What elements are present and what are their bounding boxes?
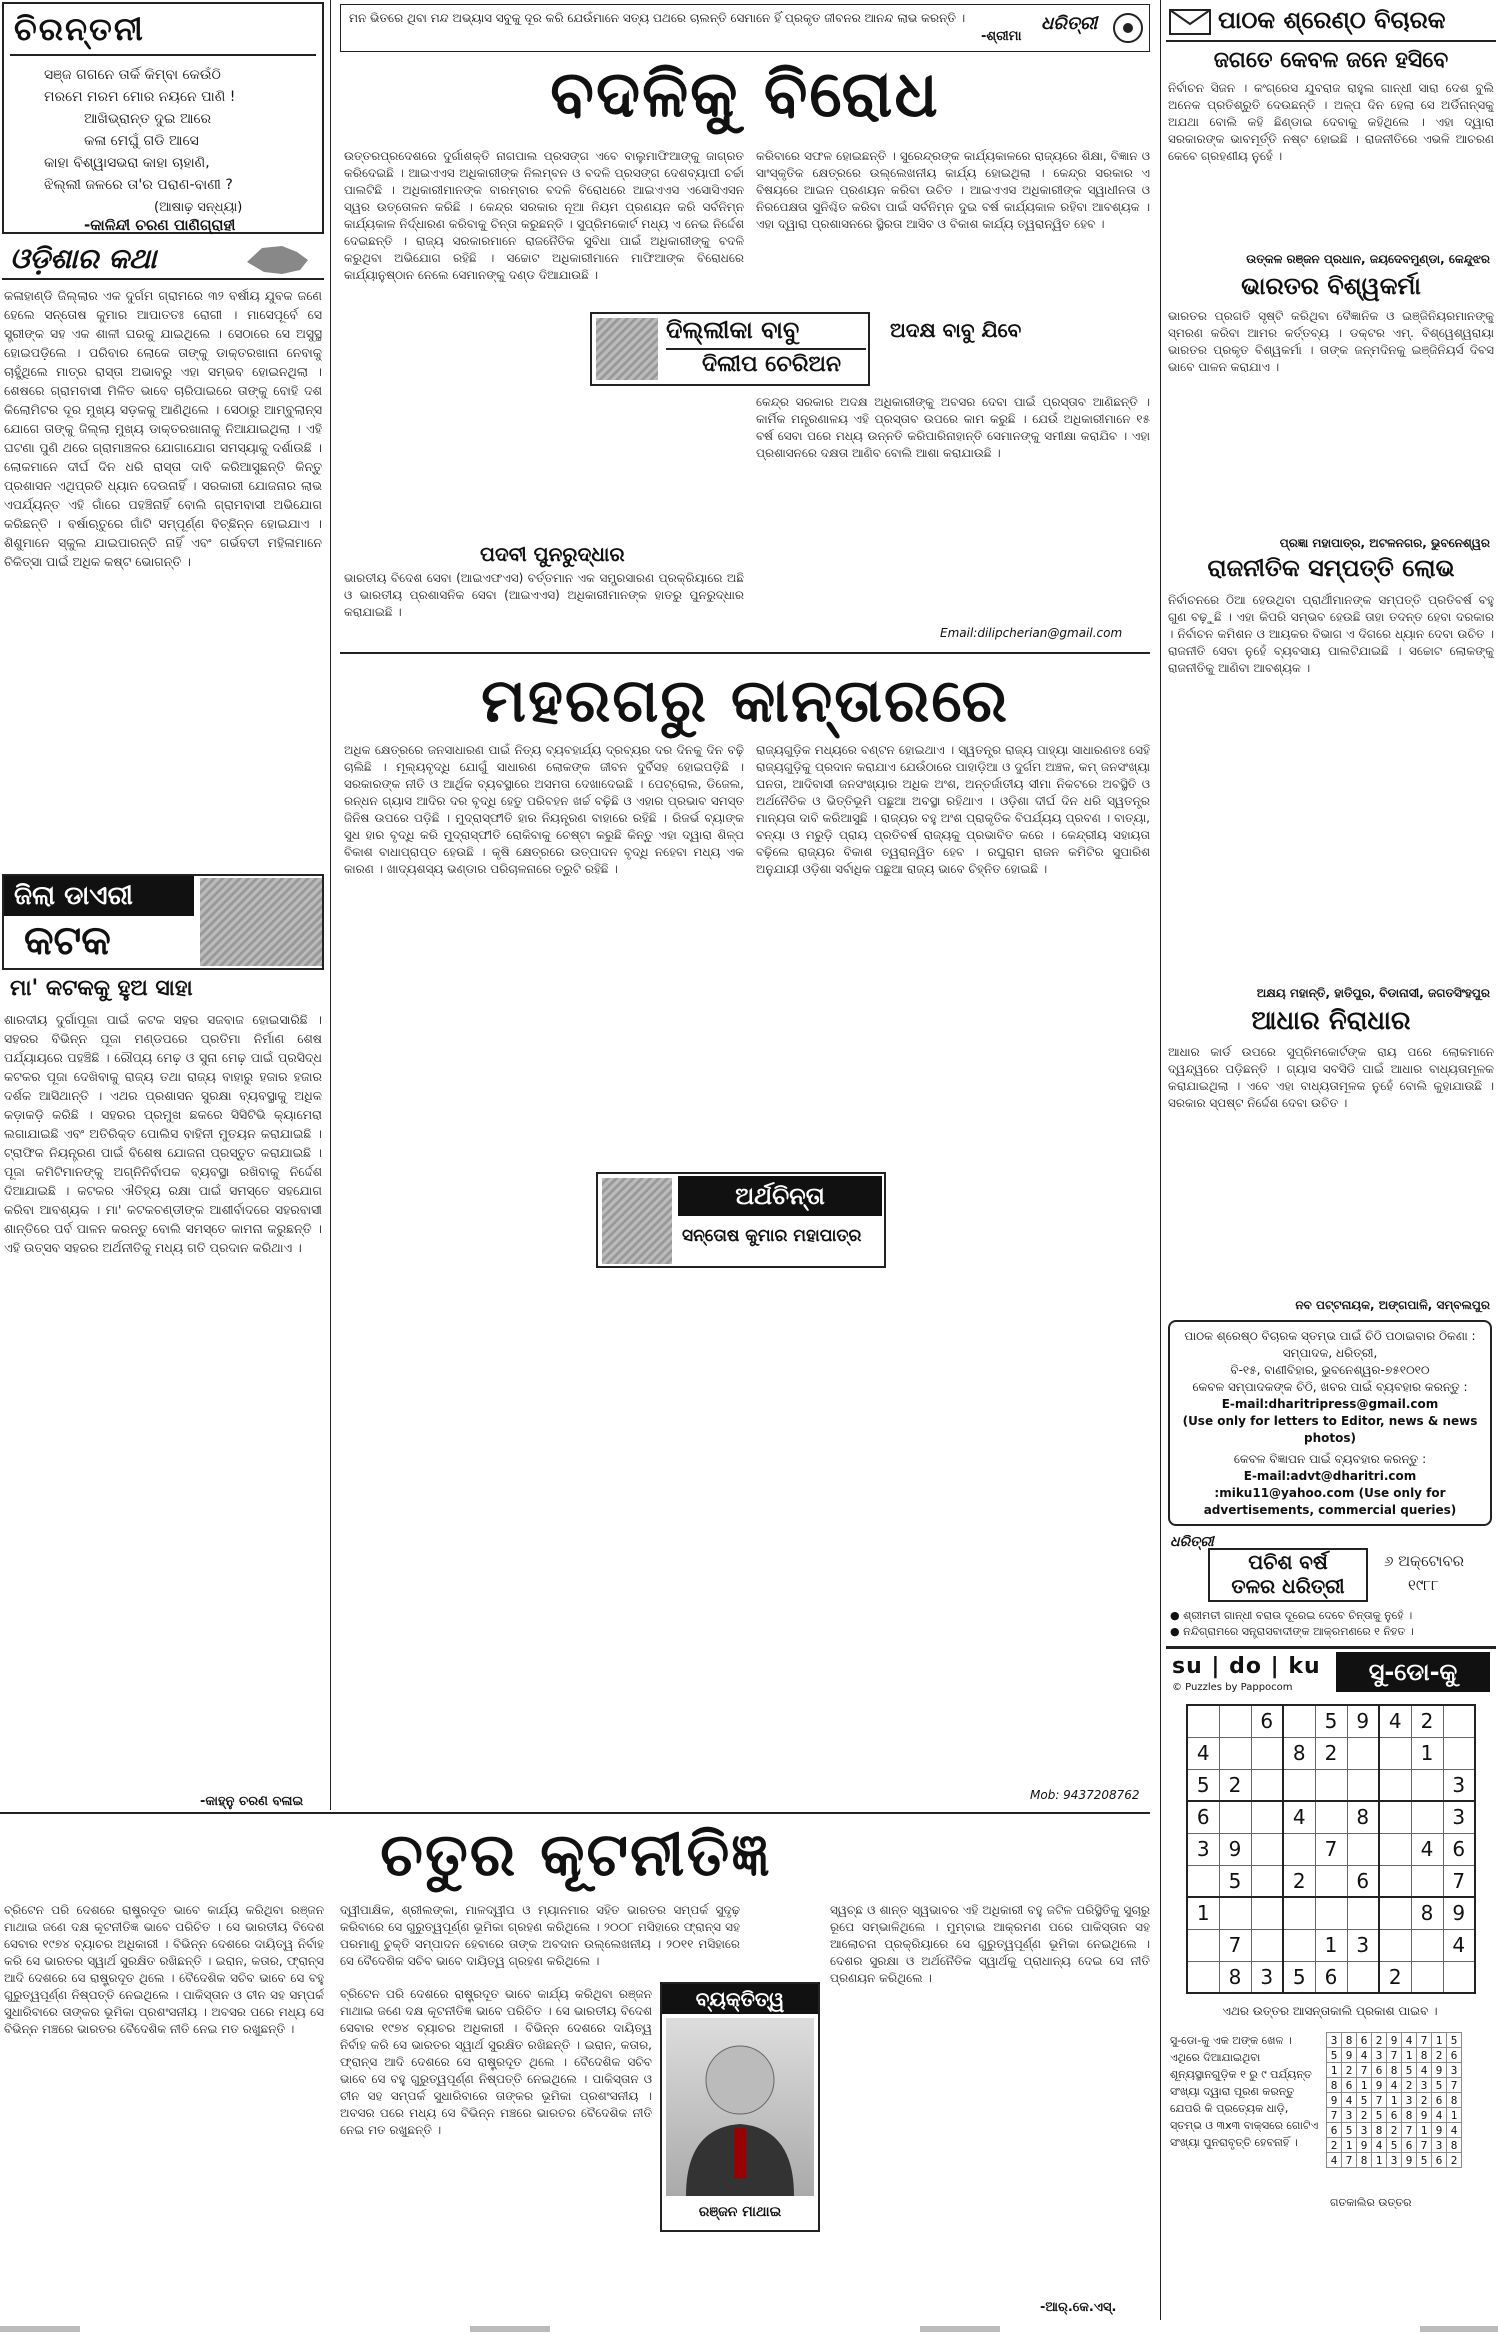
contact-advt-email-2[interactable]: :miku11@yahoo.com (Use only for advertisements, commercial queries) <box>1203 1486 1457 1517</box>
contact-advt-email[interactable]: E-mail:advt@dharitri.com <box>1243 1469 1417 1483</box>
sudoku-cell[interactable] <box>1379 1833 1411 1865</box>
badali-col1-text: ଉତ୍ତରପ୍ରଦେଶରେ ଦୁର୍ଗାଶକ୍ତି ନାଗପାଲ ପ୍ରସଙ୍ଗ ଏବେ ବାଲୁମାଫିଆଙ୍କୁ ଜାଗ୍ରତ କରିଦେଇଛି । ଆଇଏଏସ ଅଧିକାରୀଙ୍କ ନିଲମ୍ବନ ଓ ବଦଳି ପ୍ରସଙ୍ଗ ଦେଶବ୍ୟାପୀ ଚର୍ଚ୍ଚା ପାଲଟିଛି । ଅଧିକାରୀମାନଙ୍କ ବାରମ୍ବାର ବଦଳି ବିରୋଧରେ ଆଇଏଏସ ଏସୋସିଏସନ ସ୍ୱର ଉତ୍ତୋଳନ କରିଛି । କେନ୍ଦ୍ର ସରକାର ନୂଆ ନିୟମ ପ୍ରଣୟନ କରି ସର୍ବନିମ୍ନ କାର୍ଯ୍ୟକାଳ ନିର୍ଦ୍ଧାରଣ କରିବାକୁ ଚିନ୍ତା କରୁଛନ୍ତି । ସୁପ୍ରିମକୋର୍ଟ ମଧ୍ୟ ଏ ନେଇ ନିର୍ଦ୍ଦେଶ ଦେଇଛନ୍ତି । ରାଜ୍ୟ ସରକାରମାନେ ରାଜନୈତିକ ସୁବିଧା ପାଇଁ ଅଧିକାରୀଙ୍କୁ ବଦଳି କରୁଥିବା ଅଭିଯୋଗ ରହିଛି । ସଚ୍ଚୋଟ ଅଧିକାରୀମାନେ ମାଫିଆଙ୍କ ବିରୋଧରେ କାର୍ଯ୍ୟାନୁଷ୍ଠାନ ନେଲେ ସେମାନଙ୍କୁ ଦଣ୍ଡ ଦିଆଯାଉଛି । <box>344 149 744 282</box>
sudoku-cell: 4 <box>1379 1705 1411 1737</box>
letter4-head: ଆଧାର ନିରାଧାର <box>1251 1006 1411 1036</box>
solution-cell: 2 <box>1447 2153 1462 2168</box>
right-divider <box>1160 0 1161 2320</box>
solution-cell: 8 <box>1372 2123 1387 2138</box>
sudoku-row <box>1187 1737 1475 1769</box>
sudoku-cell: 9 <box>1219 1833 1251 1865</box>
arth-mob: Mob: 9437208762 <box>1030 1788 1140 1802</box>
col2b-text: କେନ୍ଦ୍ର ସରକାର ଅଦକ୍ଷ ଅଧିକାରୀଙ୍କୁ ଅବସର ଦେବା ପାଇଁ ପ୍ରସ୍ତାବ ଆଣିଛନ୍ତି । କାର୍ମିକ ମନ୍ତ୍ରଣାଳୟ ଏହି ପ୍ରସ୍ତାବ ଉପରେ କାମ କରୁଛି । ଯେଉଁ ଅଧିକାରୀମାନେ ୧୫ ବର୍ଷ ସେବା ପରେ ମଧ୍ୟ ଉନ୍ନତି କରିପାରିନାହାନ୍ତି ସେମାନଙ୍କୁ ସମୀକ୍ଷା କରାଯିବ । ଏହା ପ୍ରଶାସନରେ ଦକ୍ଷତା ଆଣିବ ବୋଲି ଆଶା କରାଯାଉଛି । <box>756 395 1150 460</box>
solution-cell: 3 <box>1357 2123 1372 2138</box>
sudoku-cell: 5 <box>1315 1705 1347 1737</box>
contact-line: ପାଠକ ଶ୍ରେଷ୍ଠ ବିଚାରକ ସ୍ତମ୍ଭ ପାଇଁ ଚିଠି ପଠାଇବାର ଠିକଣା : <box>1184 1329 1476 1343</box>
dip-col3-text: ସ୍ୱଚ୍ଛ ଓ ଶାନ୍ତ ସ୍ୱଭାବର ଏହି ଅଧିକାରୀ ବହୁ ଜଟିଳ ପରିସ୍ଥିତିକୁ ସୁଚାରୁ ରୂପେ ସମ୍ଭାଳିଥିଲେ । ମୁମ୍ବାଇ ଆକ୍ରମଣ ପରେ ପାକିସ୍ତାନ ସହ ଆଲୋଚନା ପ୍ରକ୍ରିୟାରେ ସେ ଗୁରୁତ୍ୱପୂର୍ଣ୍ଣ ଭୂମିକା ନେଇଥିଲେ । ଦେଶର ସୁରକ୍ଷା ଓ ଅର୍ଥନୈତିକ ସ୍ୱାର୍ଥକୁ ପ୍ରାଧାନ୍ୟ ଦେଇ ସେ ନୀତି ପ୍ରଣୟନ କରିଥିଲେ । <box>830 1903 1150 1985</box>
emblem-icon <box>1111 11 1145 45</box>
solution-cell: 4 <box>1342 2093 1357 2108</box>
sudoku-cell: 3 <box>1187 1833 1219 1865</box>
sudoku-logo: su | do | ku <box>1172 1654 1321 1679</box>
solution-cell: 2 <box>1417 2093 1432 2108</box>
solution-cell: 7 <box>1342 2153 1357 2168</box>
solution-cell: 6 <box>1432 2093 1447 2108</box>
solution-cell: 7 <box>1417 2033 1432 2048</box>
arthachinta-box <box>596 1172 886 1268</box>
contact-email[interactable]: E-mail:dharitripress@gmail.com <box>1221 1397 1439 1411</box>
solution-cell: 2 <box>1342 2063 1357 2078</box>
bottom-bar-left <box>0 2326 80 2332</box>
sudoku-cell[interactable] <box>1315 1769 1347 1801</box>
solution-cell: 2 <box>1357 2108 1372 2123</box>
sudoku-answer-note: ଏଥର ଉତ୍ତର ଆସନ୍ତାକାଲି ପ୍ରକାଶ ପାଇବ । <box>1222 2004 1438 2018</box>
solution-cell: 1 <box>1417 2123 1432 2138</box>
solution-cell: 6 <box>1447 2048 1462 2063</box>
solution-cell: 4 <box>1447 2123 1462 2138</box>
anniv-date-1: ୬ ଅକ୍ଟୋବର <box>1384 1552 1465 1570</box>
poem-lines <box>44 64 314 196</box>
solution-cell: 9 <box>1432 2123 1447 2138</box>
dip-author: -ଆର୍.କେ.ଏସ୍. <box>1040 2300 1117 2315</box>
sudoku-cell[interactable] <box>1251 1769 1283 1801</box>
sudoku-cell[interactable] <box>1219 1737 1251 1769</box>
vyaktitwa-box <box>660 1982 820 2232</box>
letter2-head: ଭାରତର ବିଶ୍ୱକର୍ମା <box>1241 272 1421 300</box>
sudoku-cell[interactable] <box>1379 1801 1411 1833</box>
poem-title: ଚିରନ୍ତନୀ <box>14 10 145 48</box>
solution-cell: 6 <box>1327 2123 1342 2138</box>
solution-cell: 2 <box>1327 2138 1342 2153</box>
sudoku-row <box>1187 1865 1475 1897</box>
solution-cell: 9 <box>1327 2093 1342 2108</box>
columnist-name: ଦିଲୀପ ଚେରିଅନ <box>702 352 842 377</box>
sudoku-cell[interactable] <box>1379 1929 1411 1961</box>
solution-row <box>1327 2138 1462 2153</box>
sudoku-cell[interactable] <box>1283 1705 1315 1737</box>
sudoku-row <box>1187 1961 1475 1993</box>
solution-cell: 1 <box>1432 2033 1447 2048</box>
solution-cell: 1 <box>1387 2093 1402 2108</box>
solution-row <box>1327 2123 1462 2138</box>
sudoku-row <box>1187 1705 1475 1737</box>
solution-cell: 3 <box>1372 2048 1387 2063</box>
kila-city: କଟକ <box>24 918 111 964</box>
solution-cell: 3 <box>1447 2063 1462 2078</box>
column-name: ଦିଲ୍ଲୀକା ବାବୁ <box>666 316 866 350</box>
solution-cell: 5 <box>1432 2078 1447 2093</box>
sudoku-cell[interactable] <box>1251 1865 1283 1897</box>
solution-cell: 9 <box>1357 2138 1372 2153</box>
contact-line: ସମ୍ପାଦକ, ଧରିତ୍ରୀ, <box>1282 1346 1378 1360</box>
solution-cell: 8 <box>1327 2078 1342 2093</box>
sudoku-cell[interactable] <box>1283 1833 1315 1865</box>
arth-col2-text: ରାଜ୍ୟଗୁଡ଼ିକ ମଧ୍ୟରେ ବଣ୍ଟନ ହୋଇଥାଏ । ସ୍ୱତନ୍ତ୍ର ରାଜ୍ୟ ପାହ୍ୟା ସାଧାରଣତଃ ସେହି ରାଜ୍ୟଗୁଡ଼ିକୁ ପ୍ରଦାନ କରାଯାଏ ଯେଉଁଠାରେ ପାହାଡ଼ିଆ ଓ ଦୁର୍ଗମ ଅଞ୍ଚଳ, କମ୍ ଜନସଂଖ୍ୟା ଘନତା, ଆଦିବାସୀ ଜନସଂଖ୍ୟାର ଅଧିକ ଅଂଶ, ଅନ୍ତର୍ଜାତୀୟ ସୀମା ନିକଟରେ ଅବସ୍ଥିତି ଓ ଅର୍ଥନୈତିକ ଓ ଭିତ୍ତିଭୂମି ପଛୁଆ ଅବସ୍ଥା ରହିଥାଏ । ଓଡ଼ିଶା ଦୀର୍ଘ ଦିନ ଧରି ସ୍ୱତନ୍ତ୍ର ମାନ୍ୟତା ଦାବି କରିଆସୁଛି । ରାଜ୍ୟର ବହୁ ଅଂଶ ପ୍ରାକୃତିକ ବିପର୍ଯ୍ୟୟ ପ୍ରବଣ । ବାତ୍ୟା, ବନ୍ୟା ଓ ମରୁଡ଼ି ପ୍ରାୟ ପ୍ରତିବର୍ଷ ରାଜ୍ୟକୁ ପ୍ରଭାବିତ କରେ । କେନ୍ଦ୍ରୀୟ ସହାୟତା ବଢ଼ିଲେ ରାଜ୍ୟର ବିକାଶ ତ୍ୱରାନ୍ୱିତ ହେବ । ରଘୁରାମ ରାଜନ କମିଟିର ସୁପାରିଶ ଅନୁଯାୟୀ ଓଡ଼ିଶା ସର୍ବାଧିକ ପଛୁଆ ରାଜ୍ୟ ଭାବେ ଚିହ୍ନିତ ହୋଇଛି । <box>756 743 1150 876</box>
kila-headline: ମା' କଟକକୁ ହୁଅ ସାହା <box>10 976 193 1001</box>
sudoku-cell: 3 <box>1251 1961 1283 1993</box>
letter3-head: ରାଜନୀତିକ ସମ୍ପତ୍ତି ଲୋଭ <box>1207 554 1455 582</box>
solution-cell: 7 <box>1357 2063 1372 2078</box>
solution-cell: 4 <box>1357 2048 1372 2063</box>
solution-cell: 7 <box>1372 2093 1387 2108</box>
sudoku-cell[interactable] <box>1315 1897 1347 1929</box>
letter1-head: ଜଗତେ କେବଳ ଜନେ ହସିବେ <box>1213 48 1449 73</box>
solution-cell: 3 <box>1342 2108 1357 2123</box>
solution-cell: 9 <box>1372 2078 1387 2093</box>
anniv-item-text: ଶ୍ରୀମତୀ ଗାନ୍ଧୀ ବରାଉ ଦୂରେଇ ଦେବେ ଚିନ୍ତାକୁ ନୁହେଁ । <box>1183 1609 1413 1622</box>
solution-cell: 2 <box>1432 2048 1447 2063</box>
sudoku-title: ସୁ-ଡୋ-କୁ <box>1336 1652 1490 1692</box>
solution-cell: 1 <box>1327 2063 1342 2078</box>
sudoku-cell[interactable] <box>1251 1737 1283 1769</box>
sudoku-cell[interactable] <box>1379 1769 1411 1801</box>
solution-cell: 7 <box>1387 2048 1402 2063</box>
sudoku-cell[interactable] <box>1283 1897 1315 1929</box>
sudoku-cell[interactable] <box>1219 1801 1251 1833</box>
poem-box <box>2 2 324 234</box>
solution-cell: 1 <box>1447 2108 1462 2123</box>
solution-cell: 5 <box>1387 2138 1402 2153</box>
sudoku-cell: 8 <box>1411 1897 1443 1929</box>
sudoku-row <box>1187 1769 1475 1801</box>
anniv-items <box>1170 1608 1494 1640</box>
anniv-item-text: ନନ୍ଦିଗ୍ରାମରେ ସନ୍ତ୍ରାସବାଦୀଙ୍କ ଆକ୍ରମଣରେ ୧ ନିହତ । <box>1183 1625 1414 1638</box>
solution-cell: 3 <box>1432 2138 1447 2153</box>
anniversary-box <box>1168 1534 1492 1604</box>
poem-line: କଳା ମେଘୁଁ ଗଡି ଆସେ <box>84 133 199 149</box>
solution-cell: 3 <box>1327 2033 1342 2048</box>
solution-cell: 8 <box>1342 2033 1357 2048</box>
solution-cell: 2 <box>1372 2033 1387 2048</box>
letter1-text: ନିର୍ବାଚନ ସିଜନ । କଂଗ୍ରେସ ଯୁବରାଜ ରାହୁଲ ଗାନ୍ଧୀ ସାରା ଦେଶ ବୁଲି ଅନେକ ପ୍ରତିଶ୍ରୁତି ଦେଉଛନ୍ତି । ଅଳ୍ପ ଦିନ ହେଲା ସେ ଅର୍ଡିନାନ୍ସକୁ ଅଯଥା ବୋଲି କହି ଛିଣ୍ଡାଇ ଦେବାକୁ କହିଥିଲେ । ଏହା ଦ୍ୱାରା ସରକାରଙ୍କ ଭାବମୂର୍ତ୍ତି ନଷ୍ଟ ହୋଇଛି । ରାଜନୀତିରେ ଏଭଳି ଆଚରଣ କେବେ ଗ୍ରହଣୀୟ ନୁହେଁ । <box>1168 81 1494 163</box>
sudoku-cell: 8 <box>1283 1737 1315 1769</box>
col1b-text: ଭାରତୀୟ ବିଦେଶ ସେବା (ଆଇଏଫଏସ) ବର୍ତ୍ତମାନ ଏକ ସମ୍ପ୍ରସାରଣ ପ୍ରକ୍ରିୟାରେ ଅଛି ଓ ଭାରତୀୟ ପ୍ରଶାସନିକ ସେବା (ଆଇଏଏସ) ଅଧିକାରୀମାନଙ୍କ ହାତରୁ ପୁନରୁଦ୍ଧାର କରାଯାଇଛି । <box>344 571 744 619</box>
kila-text: ଶାରଦୀୟ ଦୁର୍ଗାପୂଜା ପାଇଁ କଟକ ସହର ସଜବାଜ ହୋଇସାରିଛି । ସହରର ବିଭିନ୍ନ ପୂଜା ମଣ୍ଡପରେ ପ୍ରତିମା ନିର୍ମାଣ ଶେଷ ପର୍ଯ୍ୟାୟରେ ପହଞ୍ଚିଛି । ରୌପ୍ୟ ମେଢ଼ ଓ ସୁନା ମେଢ଼ ପାଇଁ ପ୍ରସିଦ୍ଧ କଟକର ପୂଜା ଦେଖିବାକୁ ରାଜ୍ୟ ତଥା ରାଜ୍ୟ ବାହାରୁ ହଜାର ହଜାର ଦର୍ଶକ ଆସିଥାନ୍ତି । ଏଥର ପ୍ରଶାସନ ସୁରକ୍ଷା ବ୍ୟବସ୍ଥାକୁ ଅଧିକ କଡ଼ାକଡ଼ି କରିଛି । ସହରର ପ୍ରମୁଖ ଛକରେ ସିସିଟିଭି କ୍ୟାମେରା ଲଗାଯାଇଛି ଏବଂ ଅତିରିକ୍ତ ପୋଲିସ ବାହିନୀ ମୁତୟନ କରାଯାଇଛି । ଟ୍ରାଫିକ ନିୟନ୍ତ୍ରଣ ପାଇଁ ବିଶେଷ ଯୋଜନା ପ୍ରସ୍ତୁତ କରାଯାଇଛି । ପୂଜା କମିଟିମାନଙ୍କୁ ଅଗ୍ନିନିର୍ବାପକ ବ୍ୟବସ୍ଥା ରଖିବାକୁ ନିର୍ଦ୍ଦେଶ ଦିଆଯାଇଛି । କଟକର ଐତିହ୍ୟ ରକ୍ଷା ପାଇଁ ସମସ୍ତେ ସହଯୋଗ କରିବା ଆବଶ୍ୟକ । ମା' କଟକଚଣ୍ଡୀଙ୍କ ଆଶୀର୍ବାଦରେ ସହରବାସୀ ଶାନ୍ତିରେ ପର୍ବ ପାଳନ କରନ୍ତୁ ବୋଲି ସମସ୍ତେ କାମନା କରୁଛନ୍ତି । ଏହି ଉତ୍ସବ ସହରର ଅର୍ଥନୀତିକୁ ମଧ୍ୟ ଗତି ପ୍ରଦାନ କରିଥାଏ । <box>4 1012 322 1255</box>
solution-cell: 9 <box>1417 2108 1432 2123</box>
solution-cell: 6 <box>1402 2138 1417 2153</box>
contact-line: ବି-୧୫, ବାଣୀବିହାର, ଭୁବନେଶ୍ୱର-୭୫୧୦୧୦ <box>1230 1363 1430 1377</box>
sudoku-cell[interactable] <box>1379 1865 1411 1897</box>
sudoku-row <box>1187 1801 1475 1833</box>
poem-line: କାହା ବିଶ୍ୱାସଭରା କାହା ଚାହାଣି, <box>44 155 210 171</box>
contact-line: କେବଳ ବିଜ୍ଞାପନ ପାଇଁ ବ୍ୟବହାର କରନ୍ତୁ : <box>1233 1452 1427 1466</box>
sudoku-cell: 4 <box>1443 1929 1475 1961</box>
sudoku-cell[interactable] <box>1411 1961 1443 1993</box>
arthachinta-label: ଅର୍ଥଚିନ୍ତା <box>678 1176 882 1216</box>
vyaktitwa-label: ବ୍ୟକ୍ତିତ୍ୱ <box>662 1984 818 2014</box>
sudoku-grid[interactable] <box>1186 1704 1476 1994</box>
dip-col2b-text: ବ୍ରିଟେନ ପରି ଦେଶରେ ରାଷ୍ଟ୍ରଦୂତ ଭାବେ କାର୍ଯ୍ୟ କରିଥିବା ରଞ୍ଜନ ମାଥାଇ ଜଣେ ଦକ୍ଷ କୂଟନୀତିଜ୍ଞ ଭାବେ ପରିଚିତ । ସେ ଭାରତୀୟ ବିଦେଶ ସେବାର ୧୯୭୪ ବ୍ୟାଚର ଅଧିକାରୀ । ବିଭିନ୍ନ ଦେଶରେ ଦାୟିତ୍ୱ ନିର୍ବାହ କରି ସେ ଭାରତର ସ୍ୱାର୍ଥ ସୁରକ୍ଷିତ ରଖିଛନ୍ତି । ଇରାନ, କତାର, ଫ୍ରାନ୍ସ ଆଦି ଦେଶରେ ସେ ରାଷ୍ଟ୍ରଦୂତ ଥିଲେ । ବୈଦେଶିକ ସଚିବ ଭାବେ ସେ ବହୁ ଗୁରୁତ୍ୱପୂର୍ଣ୍ଣ ନିଷ୍ପତ୍ତି ନେଇଥିଲେ । ପାକିସ୍ତାନ ଓ ଚୀନ ସହ ସମ୍ପର୍କ ସୁଧାରିବାରେ ତାଙ୍କର ଭୂମିକା ପ୍ରଶଂସନୀୟ । ଅବସର ପରେ ମଧ୍ୟ ସେ ବିଭିନ୍ନ ମଞ୍ଚରେ ଭାରତର ବୈଦେଶିକ ନୀତି ନେଇ ମତ ରଖୁଛନ୍ତି । <box>340 1987 652 2137</box>
sudoku-cell: 4 <box>1283 1801 1315 1833</box>
kila-diary-box <box>2 874 324 970</box>
sudoku-cell: 6 <box>1187 1801 1219 1833</box>
solution-cell: 9 <box>1432 2063 1447 2078</box>
sudoku-cell: 5 <box>1219 1865 1251 1897</box>
solution-cell: 5 <box>1447 2033 1462 2048</box>
solution-cell: 1 <box>1342 2138 1357 2153</box>
top-quote-box <box>340 4 1150 52</box>
solution-cell: 9 <box>1387 2033 1402 2048</box>
top-quote-text: ମନ ଭିତରେ ଥିବା ମନ୍ଦ ଅଭ୍ୟାସ ସବୁକୁ ଦୂର କରି ଯେଉଁମାନେ ସତ୍ୟ ପଥରେ ଚାଲନ୍ତି ସେମାନେ ହିଁ ପ୍ରକୃତ ଜୀବନର ଆନନ୍ଦ ଲାଭ କରନ୍ତି । <box>349 11 966 25</box>
solution-cell: 5 <box>1402 2063 1417 2078</box>
kila-author: -କାହ୍ନୁ ଚରଣ ବଳାଇ <box>200 1794 304 1809</box>
solution-cell: 7 <box>1402 2123 1417 2138</box>
sudoku-cell[interactable] <box>1411 1801 1443 1833</box>
solution-cell: 8 <box>1402 2108 1417 2123</box>
solution-cell: 2 <box>1402 2078 1417 2093</box>
solution-cell: 6 <box>1372 2063 1387 2078</box>
sudoku-row <box>1187 1833 1475 1865</box>
sudoku-cell: 2 <box>1411 1705 1443 1737</box>
solution-cell: 4 <box>1327 2153 1342 2168</box>
solution-cell: 8 <box>1447 2093 1462 2108</box>
sudoku-cell[interactable] <box>1251 1897 1283 1929</box>
odishara-title: ଓଡ଼ିଶାର କଥା <box>10 242 157 275</box>
solution-row <box>1327 2078 1462 2093</box>
anniv-title-2: ତଳର ଧରିତ୍ରୀ <box>1231 1574 1345 1598</box>
arth-col1-text: ଅଧିକ କ୍ଷେତ୍ରରେ ଜନସାଧାରଣ ପାଇଁ ନିତ୍ୟ ବ୍ୟବହାର୍ଯ୍ୟ ଦ୍ରବ୍ୟର ଦର ଦିନକୁ ଦିନ ବଢ଼ି ଚାଲିଛି । ମୂଲ୍ୟବୃଦ୍ଧି ଯୋଗୁଁ ସାଧାରଣ ଲୋକଙ୍କ ଜୀବନ ଦୁର୍ବିସହ ହୋଇପଡ଼ିଛି । ସରକାରଙ୍କ ନୀତି ଓ ଆର୍ଥିକ ବ୍ୟବସ୍ଥାରେ ଅସମତା ଦେଖାଦେଇଛି । ପେଟ୍ରୋଲ, ଡିଜେଲ, ରନ୍ଧନ ଗ୍ୟାସ ଆଦିର ଦର ବୃଦ୍ଧି ହେତୁ ପରିବହନ ଖର୍ଚ୍ଚ ବଢ଼ିଛି ଓ ଏହାର ପ୍ରଭାବ ସମସ୍ତ ଜିନିଷ ଉପରେ ପଡ଼ିଛି । ମୁଦ୍ରାସ୍ଫୀତି ହାର ନିୟନ୍ତ୍ରଣ ବାହାରେ ରହିଛି । ରିଜର୍ଭ ବ୍ୟାଙ୍କ ସୁଧ ହାର ବୃଦ୍ଧି କରି ମୁଦ୍ରାସ୍ଫୀତି ରୋକିବାକୁ ଚେଷ୍ଟା କରୁଛି କିନ୍ତୁ ଏହା ଦ୍ୱାରା ଶିଳ୍ପ ବିକାଶ ବାଧାପ୍ରାପ୍ତ ହେଉଛି । କୃଷି କ୍ଷେତ୍ରରେ ଉତ୍ପାଦନ ବୃଦ୍ଧି ନହେବା ମଧ୍ୟ ଏକ କାରଣ । ଖାଦ୍ୟଶସ୍ୟ ଭଣ୍ଡାର ପରିଚାଳନାରେ ତ୍ରୁଟି ରହିଛି । <box>344 743 744 876</box>
sudoku-cell: 6 <box>1443 1833 1475 1865</box>
solution-cell: 3 <box>1417 2078 1432 2093</box>
anniv-item: ● ଶ୍ରୀମତୀ ଗାନ୍ଧୀ ବରାଉ ଦୂରେଇ ଦେବେ ଚିନ୍ତାକୁ ନୁହେଁ । <box>1170 1609 1413 1622</box>
sudoku-cell[interactable] <box>1251 1833 1283 1865</box>
solution-row <box>1327 2048 1462 2063</box>
letters-header <box>1166 2 1496 42</box>
sudoku-cell[interactable] <box>1219 1705 1251 1737</box>
sudoku-cell: 4 <box>1411 1833 1443 1865</box>
solution-cell: 6 <box>1432 2153 1447 2168</box>
vyaktitwa-name: ରଞ୍ଜନ ମାଥାଇ <box>698 2204 782 2220</box>
sudoku-cell: 2 <box>1379 1961 1411 1993</box>
center-divider-1 <box>340 652 1150 654</box>
sudoku-cell: 2 <box>1315 1737 1347 1769</box>
sudoku-row <box>1187 1929 1475 1961</box>
sudoku-cell[interactable] <box>1443 1737 1475 1769</box>
sudoku-cell[interactable] <box>1347 1769 1379 1801</box>
sudoku-cell: 7 <box>1443 1865 1475 1897</box>
letter2-text: ଭାରତର ପ୍ରଗତି ସୃଷ୍ଟି କରିଥିବା ବୈଜ୍ଞାନିକ ଓ ଇଞ୍ଜିନିୟରମାନଙ୍କୁ ସ୍ମରଣ କରିବା ଆମର କର୍ତ୍ତବ୍ୟ । ଡକ୍ଟର ଏମ୍. ବିଶ୍ୱେଶ୍ୱରାୟା ଭାରତର ପ୍ରକୃତ ବିଶ୍ୱକର୍ମା । ତାଙ୍କ ଜନ୍ମଦିନକୁ ଇଞ୍ଜିନିୟର୍ସ ଦିବସ ଭାବେ ପାଳନ କରାଯାଏ । <box>1168 309 1494 374</box>
sudoku-cell: 2 <box>1283 1865 1315 1897</box>
dilip-email: Email:dilipcherian@gmail.com <box>940 626 1123 640</box>
bottom-bar-right <box>1420 2326 1498 2332</box>
bottom-bar-mid2 <box>920 2326 1000 2332</box>
col1b-head: ପଦବୀ ପୁନରୁଦ୍ଧାର <box>480 542 625 566</box>
sudoku-cell: 8 <box>1347 1801 1379 1833</box>
sudoku-cell: 6 <box>1315 1961 1347 1993</box>
poem-line: ଝିଲ୍ଲୀ ଜଳରେ ତା'ର ପରାଣ-ବାଣୀ ? <box>44 177 233 193</box>
sudoku-cell[interactable] <box>1251 1929 1283 1961</box>
sudoku-cell[interactable] <box>1283 1929 1315 1961</box>
solution-cell: 4 <box>1387 2078 1402 2093</box>
letters-title: ପାଠକ ଶ୍ରେଣ୍ଠ ବିଚାରକ <box>1218 6 1446 34</box>
sudoku-cell[interactable] <box>1347 1833 1379 1865</box>
solution-cell: 1 <box>1357 2078 1372 2093</box>
sudoku-cell: 3 <box>1347 1929 1379 1961</box>
author-photo <box>602 1178 672 1264</box>
sudoku-cell: 8 <box>1219 1961 1251 1993</box>
top-quote-author: -ଶ୍ରୀମା <box>981 29 1022 44</box>
sudoku-cell[interactable] <box>1187 1865 1219 1897</box>
poem-title-rule <box>10 54 316 56</box>
headline-badaliku-birodha: ବଦଳିକୁ ବିରୋଧ <box>550 58 940 132</box>
sudoku-cell: 7 <box>1219 1929 1251 1961</box>
sudoku-footer: ଗତକାଲିର ଉତ୍ତର <box>1330 2196 1412 2209</box>
ranjan-mathai-photo <box>666 2018 814 2196</box>
solution-cell: 5 <box>1342 2123 1357 2138</box>
solution-cell: 3 <box>1402 2093 1417 2108</box>
solution-cell: 6 <box>1387 2108 1402 2123</box>
sudoku-cell[interactable] <box>1187 1929 1219 1961</box>
solution-cell: 8 <box>1387 2063 1402 2078</box>
sudoku-cell[interactable] <box>1219 1897 1251 1929</box>
sudoku-cell: 3 <box>1443 1769 1475 1801</box>
sudoku-solution-grid <box>1326 2032 1462 2168</box>
cuttack-fort-image <box>200 878 322 966</box>
letter2-author: ପ୍ରଜ୍ଞା ମହାପାତ୍ର, ଅଟଳନଗର, ଭୁବନେଶ୍ୱର <box>1279 536 1490 550</box>
contact-note: (Use only for letters to Editor, news & news photos) <box>1182 1414 1478 1445</box>
solution-cell: 7 <box>1417 2138 1432 2153</box>
solution-cell: 5 <box>1327 2048 1342 2063</box>
sudoku-cell[interactable] <box>1187 1705 1219 1737</box>
headline-maharagaru-kantarare: ମହରଗରୁ କାନ୍ତାରରେ <box>481 666 1009 736</box>
sudoku-cell[interactable] <box>1411 1769 1443 1801</box>
sudoku-cell: 1 <box>1411 1737 1443 1769</box>
sudoku-cell: 6 <box>1251 1705 1283 1737</box>
solution-cell: 5 <box>1357 2093 1372 2108</box>
solution-cell: 4 <box>1432 2108 1447 2123</box>
sudoku-cell: 9 <box>1443 1897 1475 1929</box>
arthachinta-author: ସନ୍ତୋଷ କୁମାର ମହାପାତ୍ର <box>682 1226 862 1246</box>
solution-row <box>1327 2063 1462 2078</box>
dip-col1-text: ବ୍ରିଟେନ ପରି ଦେଶରେ ରାଷ୍ଟ୍ରଦୂତ ଭାବେ କାର୍ଯ୍ୟ କରିଥିବା ରଞ୍ଜନ ମାଥାଇ ଜଣେ ଦକ୍ଷ କୂଟନୀତିଜ୍ଞ ଭାବେ ପରିଚିତ । ସେ ଭାରତୀୟ ବିଦେଶ ସେବାର ୧୯୭୪ ବ୍ୟାଚର ଅଧିକାରୀ । ବିଭିନ୍ନ ଦେଶରେ ଦାୟିତ୍ୱ ନିର୍ବାହ କରି ସେ ଭାରତର ସ୍ୱାର୍ଥ ସୁରକ୍ଷିତ ରଖିଛନ୍ତି । ଇରାନ, କତାର, ଫ୍ରାନ୍ସ ଆଦି ଦେଶରେ ସେ ରାଷ୍ଟ୍ରଦୂତ ଥିଲେ । ବୈଦେଶିକ ସଚିବ ଭାବେ ସେ ବହୁ ଗୁରୁତ୍ୱପୂର୍ଣ୍ଣ ନିଷ୍ପତ୍ତି ନେଇଥିଲେ । ପାକିସ୍ତାନ ଓ ଚୀନ ସହ ସମ୍ପର୍କ ସୁଧାରିବାରେ ତାଙ୍କର ଭୂମିକା ପ୍ରଶଂସନୀୟ । ଅବସର ପରେ ମଧ୍ୟ ସେ ବିଭିନ୍ନ ମଞ୍ଚରେ ଭାରତର ବୈଦେଶିକ ନୀତି ନେଇ ମତ ରଖୁଛନ୍ତି । <box>4 1903 324 2036</box>
contact-line: କେବଳ ସମ୍ପାଦକଙ୍କ ଚିଠି, ଖବର ପାଇଁ ବ୍ୟବହାର କରନ୍ତୁ : <box>1192 1380 1468 1394</box>
sudoku-cell: 1 <box>1187 1897 1219 1929</box>
sudoku-cell[interactable] <box>1411 1929 1443 1961</box>
sudoku-cell: 9 <box>1347 1705 1379 1737</box>
letter4-author: ନବ ପଟ୍ଟନାୟକ, ଅଙ୍ଗପାଳି, ସମ୍ବଲପୁର <box>1295 1298 1490 1312</box>
anniv-title-1: ପଚିଶ ବର୍ଷ <box>1248 1550 1328 1574</box>
person-icon <box>666 2018 814 2196</box>
letter1-author: ଉତ୍କଳ ରଞ୍ଜନ ପ୍ରଧାନ, ଜୟଦେବମୁଣ୍ଡା, କେନ୍ଦୁଝର <box>1246 252 1490 266</box>
col2b-head: ଅଦକ୍ଷ ବାବୁ ଯିବେ <box>890 318 1022 342</box>
solution-cell: 4 <box>1402 2033 1417 2048</box>
poem-line: ସଞ୍ଜ ଗଗନେ ତାର୍କି କିମ୍ବା କେଉଁଠି <box>44 67 221 83</box>
left-divider <box>330 0 331 1810</box>
odishara-header <box>2 240 324 280</box>
solution-row <box>1327 2153 1462 2168</box>
columnist-photo <box>596 318 658 380</box>
sudoku-divider <box>1166 1646 1496 1649</box>
sudoku-cell[interactable] <box>1251 1801 1283 1833</box>
sudoku-cell[interactable] <box>1379 1897 1411 1929</box>
sudoku-cell: 6 <box>1347 1865 1379 1897</box>
badali-col2-text: କରିବାରେ ସଫଳ ହୋଇଛନ୍ତି । ସୁରେନ୍ଦ୍ରଙ୍କ କାର୍ଯ୍ୟକାଳରେ ରାଜ୍ୟରେ ଶିକ୍ଷା, ବିଜ୍ଞାନ ଓ ସାଂସ୍କୃତିକ କ୍ଷେତ୍ରରେ ଉଲ୍ଲେଖନୀୟ କାର୍ଯ୍ୟ ହୋଇଥିଲା । କେନ୍ଦ୍ର ସରକାର ଏ ବିଷୟରେ ଆଇନ ପ୍ରଣୟନ କରିବା ଉଚିତ । ଆଇଏଏସ ଅଧିକାରୀଙ୍କ ସ୍ୱାଧୀନତା ଓ ନିରପେକ୍ଷତା ସୁନିଶ୍ଚିତ କରିବା ପାଇଁ ସର୍ବନିମ୍ନ ଦୁଇ ବର୍ଷ କାର୍ଯ୍ୟକାଳ ରହିବା ଆବଶ୍ୟକ । ଏହା ଦ୍ୱାରା ପ୍ରଶାସନରେ ସ୍ଥିରତା ଆସିବ ଓ ବିକାଶ କାର୍ଯ୍ୟ ତ୍ୱରାନ୍ୱିତ ହେବ । <box>756 149 1150 231</box>
letter4-text: ଆଧାର କାର୍ଡ ଉପରେ ସୁପ୍ରିମକୋର୍ଟଙ୍କ ରାୟ ପରେ ଲୋକମାନେ ଦ୍ୱନ୍ଦ୍ୱରେ ପଡ଼ିଛନ୍ତି । ଗ୍ୟାସ ସବସିଡି ପାଇଁ ଆଧାର ବାଧ୍ୟତାମୂଳକ କରାଯାଇଥିଲା । ଏବେ ଏହା ବାଧ୍ୟତାମୂଳକ ନୁହେଁ ବୋଲି କୁହାଯାଉଛି । ସରକାର ସ୍ପଷ୍ଟ ନିର୍ଦ୍ଦେଶ ଦେବା ଉଚିତ । <box>1168 1045 1494 1110</box>
solution-cell: 1 <box>1372 2153 1387 2168</box>
dharitri-logo: ଧରିତ୍ରୀ <box>1041 13 1098 34</box>
anniv-logo: ଧରିତ୍ରୀ <box>1170 1534 1214 1550</box>
anniv-title-box <box>1208 1548 1368 1602</box>
envelope-icon <box>1168 8 1212 36</box>
solution-cell: 6 <box>1357 2033 1372 2048</box>
solution-cell: 7 <box>1327 2108 1342 2123</box>
sudoku-rules: ସୁ-ଡୋ-କୁ ଏକ ଅଙ୍କ ଖେଳ । ଏଥିରେ ଦିଆଯାଇଥିବା ଶୂନ୍ୟସ୍ଥାନଗୁଡ଼ିକ ୧ ରୁ ୯ ପର୍ଯ୍ୟନ୍ତ ସଂଖ୍ୟା ଦ୍ୱାରା ପୂରଣ କରନ୍ତୁ ଯେପରି କି ପ୍ରତ୍ୟେକ ଧାଡ଼ି, ସ୍ତମ୍ଭ ଓ ୩x୩ ବାକ୍ସରେ ଗୋଟିଏ ସଂଖ୍ୟା ପୁନରାବୃତ୍ତି ହେବନାହିଁ । <box>1170 2034 1319 2149</box>
dilli-ka-babu-box <box>590 312 870 386</box>
sudoku-cell[interactable] <box>1443 1961 1475 1993</box>
solution-cell: 8 <box>1357 2153 1372 2168</box>
sudoku-header <box>1168 1652 1492 1698</box>
solution-row <box>1327 2033 1462 2048</box>
sudoku-cell: 7 <box>1315 1833 1347 1865</box>
contact-box <box>1168 1320 1492 1526</box>
kila-diary-label: ଜିଲା ଡାଏରୀ <box>4 876 194 916</box>
solution-cell: 1 <box>1402 2048 1417 2063</box>
solution-cell: 8 <box>1447 2138 1462 2153</box>
dip-col2-text: ଦ୍ୱୀପାକ୍ଷିକ, ଶ୍ରୀଲଙ୍କା, ମାଳଦ୍ୱୀପ ଓ ମ୍ୟାନମାର ସହିତ ଭାରତର ସମ୍ପର୍କ ସୁଦୃଢ଼ କରିବାରେ ସେ ଗୁରୁତ୍ୱପୂର୍ଣ୍ଣ ଭୂମିକା ଗ୍ରହଣ କରିଥିଲେ । ୨୦୦୮ ମସିହାରେ ଫ୍ରାନ୍ସ ସହ ପରମାଣୁ ଚୁକ୍ତି ସମ୍ପାଦନ ହେବାରେ ତାଙ୍କ ଅବଦାନ ଉଲ୍ଲେଖନୀୟ । ୨୦୧୧ ମସିହାରେ ସେ ବୈଦେଶିକ ସଚିବ ଭାବେ ଦାୟିତ୍ୱ ଗ୍ରହଣ କରିଥିଲେ । <box>340 1903 740 1968</box>
poem-note: (ଆଷାଢ଼ ସନ୍ଧ୍ୟା) <box>154 200 243 215</box>
solution-cell: 5 <box>1372 2108 1387 2123</box>
sudoku-cell: 5 <box>1283 1961 1315 1993</box>
sudoku-cell[interactable] <box>1347 1737 1379 1769</box>
sudoku-cell: 2 <box>1219 1769 1251 1801</box>
sudoku-row <box>1187 1897 1475 1929</box>
poem-line: ଆଖିଭ୍ରାନ୍ତ ଦୁଇ ଆରେ <box>84 111 212 127</box>
sudoku-cell[interactable] <box>1315 1801 1347 1833</box>
anniv-item: ● ନନ୍ଦିଗ୍ରାମରେ ସନ୍ତ୍ରାସବାଦୀଙ୍କ ଆକ୍ରମଣରେ ୧ ନିହତ । <box>1170 1625 1414 1638</box>
solution-cell: 2 <box>1387 2123 1402 2138</box>
letter3-text: ନିର୍ବାଚନରେ ଠିଆ ହେଉଥିବା ପ୍ରାର୍ଥୀମାନଙ୍କ ସମ୍ପତ୍ତି ପ୍ରତିବର୍ଷ ବହୁ ଗୁଣ ବଢ଼ୁଛି । ଏହା କିପରି ସମ୍ଭବ ହେଉଛି ତାହା ତଦନ୍ତ ହେବା ଦରକାର । ନିର୍ବାଚନ କମିଶନ ଓ ଆୟକର ବିଭାଗ ଏ ଦିଗରେ ଧ୍ୟାନ ଦେବା ଉଚିତ । ରାଜନୀତି ସେବା ନୁହେଁ ବ୍ୟବସାୟ ପାଲଟିଯାଇଛି । ସଚ୍ଚୋଟ ଲୋକଙ୍କୁ ରାଜନୀତିକୁ ଆଣିବା ଆବଶ୍ୟକ । <box>1168 593 1494 675</box>
sudoku-credit: © Puzzles by Pappocom <box>1172 1682 1293 1693</box>
solution-cell: 7 <box>1447 2078 1462 2093</box>
solution-cell: 4 <box>1417 2063 1432 2078</box>
sudoku-cell: 4 <box>1187 1737 1219 1769</box>
solution-cell: 6 <box>1342 2078 1357 2093</box>
solution-cell: 4 <box>1372 2138 1387 2153</box>
solution-cell: 5 <box>1417 2153 1432 2168</box>
sudoku-cell[interactable] <box>1411 1865 1443 1897</box>
solution-row <box>1327 2108 1462 2123</box>
sudoku-cell: 5 <box>1187 1769 1219 1801</box>
poem-line: ମରମେ ମରମ ମୋର ନୟନେ ପାଣି ! <box>44 89 236 105</box>
sudoku-cell[interactable] <box>1347 1961 1379 1993</box>
solution-cell: 8 <box>1417 2048 1432 2063</box>
sudoku-cell[interactable] <box>1283 1769 1315 1801</box>
poem-author: -କାଳିନ୍ଦୀ ଚରଣ ପାଣିଗ୍ରାହୀ <box>84 216 236 234</box>
solution-cell: 3 <box>1387 2153 1402 2168</box>
solution-cell: 9 <box>1342 2048 1357 2063</box>
sudoku-cell: 1 <box>1315 1929 1347 1961</box>
sudoku-cell[interactable] <box>1443 1705 1475 1737</box>
sudoku-cell[interactable] <box>1315 1865 1347 1897</box>
solution-row <box>1327 2093 1462 2108</box>
anniv-date-2: ୧୯୮୮ <box>1408 1576 1439 1594</box>
odishara-text: କଳାହାଣ୍ଡି ଜିଲ୍ଲାର ଏକ ଦୁର୍ଗମ ଗ୍ରାମରେ ୩୨ ବର୍ଷୀୟ ଯୁବକ ଜଣେ ହେଲେ ସନ୍ତୋଷ କୁମାର ଆପାତତଃ ରୋଗୀ । ମାସେପୂର୍ବେ ସେ ସ୍ତ୍ରୀଙ୍କ ସହ ଏକ ଶାଳୀ ଘରକୁ ଯାଇଥିଲେ । ସେଠାରେ ସେ ଅସୁସ୍ଥ ହୋଇପଡ଼ିଲେ । ପରିବାର ଲୋକେ ତାଙ୍କୁ ଡାକ୍ତରଖାନା ନେବାକୁ ଚାହୁଁଥିଲେ ମାତ୍ର ରାସ୍ତା ଅଭାବରୁ ଏହା ସମ୍ଭବ ହୋଇନଥିଲା । ଶେଷରେ ଗ୍ରାମବାସୀ ମିଳିତ ଭାବେ ଚାରିପାଇରେ ତାଙ୍କୁ ବୋହି ଦଶ କିଲୋମିଟର ଦୂର ମୁଖ୍ୟ ସଡ଼କକୁ ଆଣିଥିଲେ । ସେଠାରୁ ଆମ୍ବୁଲାନ୍ସ ଯୋଗେ ତାଙ୍କୁ ଜିଲ୍ଲା ମୁଖ୍ୟ ଡାକ୍ତରଖାନାକୁ ନିଆଯାଇଥିଲା । ଏହି ଘଟଣା ପୁଣି ଥରେ ଗ୍ରାମାଞ୍ଚଳର ଯୋଗାଯୋଗ ସମସ୍ୟାକୁ ଦର୍ଶାଉଛି । ଲୋକମାନେ ଦୀର୍ଘ ଦିନ ଧରି ରାସ୍ତା ଦାବି କରିଆସୁଛନ୍ତି କିନ୍ତୁ ପ୍ରଶାସନ ଏଥିପ୍ରତି ଧ୍ୟାନ ଦେଉନାହିଁ । ସରକାରୀ ଯୋଜନାର ଲାଭ ଏପର୍ଯ୍ୟନ୍ତ ଏହି ଗାଁରେ ପହଞ୍ଚିନାହିଁ ବୋଲି ଗ୍ରାମବାସୀ ଅଭିଯୋଗ କରିଛନ୍ତି । ବର୍ଷାଋତୁରେ ଗାଁଟି ସମ୍ପୂର୍ଣ୍ଣ ବିଚ୍ଛିନ୍ନ ହୋଇଯାଏ । ଶିଶୁମାନେ ସ୍କୁଲ ଯାଇପାରନ୍ତି ନାହିଁ ଏବଂ ଗର୍ଭବତୀ ମହିଳାମାନେ ଚିକିତ୍ସା ପାଇଁ ଅଧିକ କଷ୍ଟ ଭୋଗନ୍ତି । <box>4 288 322 569</box>
headline-chatura-kutanitijna: ଚତୁର କୂଟନୀତିଜ୍ଞ <box>380 1820 772 1890</box>
sudoku-cell[interactable] <box>1379 1737 1411 1769</box>
sudoku-cell[interactable] <box>1347 1897 1379 1929</box>
sudoku-cell: 3 <box>1443 1801 1475 1833</box>
sudoku-cell[interactable] <box>1187 1961 1219 1993</box>
bottom-bar-mid <box>470 2326 550 2332</box>
solution-cell: 9 <box>1402 2153 1417 2168</box>
odisha-map-icon <box>242 242 312 278</box>
letter3-author: ଅକ୍ଷୟ ମହାନ୍ତି, ହାତିପୁର, ବିଡାନାସୀ, ଜଗତସିଂହପୁର <box>1256 986 1490 1000</box>
